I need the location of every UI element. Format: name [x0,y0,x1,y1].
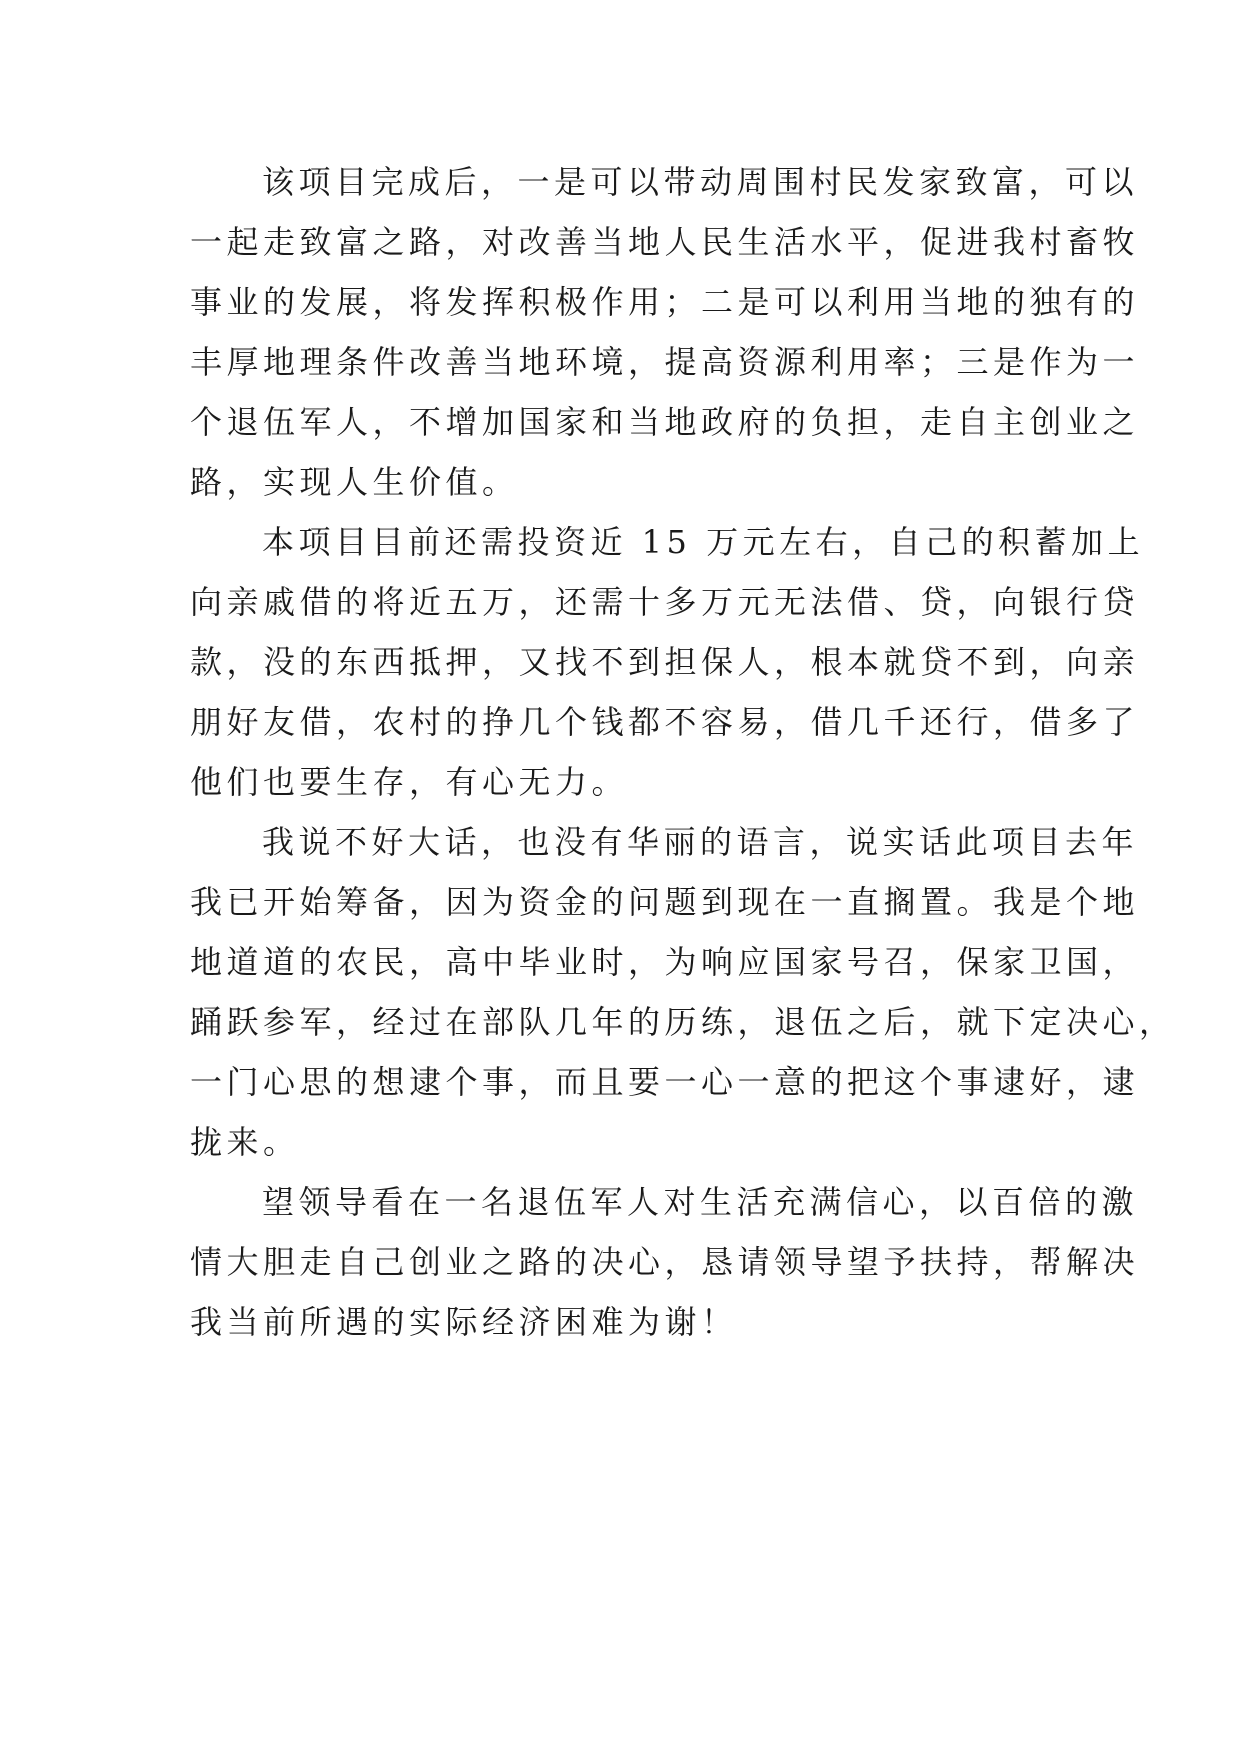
text-line: 地道道的农民，高中毕业时，为响应国家号召，保家卫国， [190,943,1140,981]
text-line: 朋好友借，农村的挣几个钱都不容易，借几千还行，借多了 [190,703,1140,741]
document-body [190,152,1176,1352]
text-line: 望领导看在一名退伍军人对生活充满信心，以百倍的激 [262,1183,1139,1221]
text-line: 一起走致富之路，对改善当地人民生活水平，促进我村畜牧 [190,223,1140,261]
text-line: 款，没的东西抵押，又找不到担保人，根本就贷不到，向亲 [190,643,1140,681]
text-line: 该项目完成后，一是可以带动周围村民发家致富，可以 [262,163,1139,201]
text-line: 踊跃参军，经过在部队几年的历练，退伍之后，就下定决心， [190,1003,1176,1041]
text-line: 我说不好大话，也没有华丽的语言，说实话此项目去年 [262,823,1139,861]
text-line: 我已开始筹备，因为资金的问题到现在一直搁置。我是个地 [190,883,1140,921]
paragraph-funding-needs [190,512,1145,812]
text-line: 路，实现人生价值。 [190,463,519,501]
text-line: 本项目目前还需投资近 15 万元左右，自己的积蓄加上 [262,523,1145,561]
text-line: 一门心思的想逮个事，而且要一心一意的把这个事逮好，逮 [190,1063,1140,1101]
text-line: 情大胆走自己创业之路的决心，恳请领导望予扶持，帮解决 [190,1243,1140,1281]
paragraph-personal-background [190,812,1176,1172]
text-line: 向亲戚借的将近五万，还需十多万元无法借、贷，向银行贷 [190,583,1140,621]
paragraph-request [190,1172,1140,1352]
text-line: 个退伍军人，不增加国家和当地政府的负担，走自主创业之 [190,403,1140,441]
text-line: 拢来。 [190,1123,300,1161]
text-line: 他们也要生存，有心无力。 [190,763,629,801]
paragraph-project-benefits [190,152,1140,512]
text-line: 我当前所遇的实际经济困难为谢！ [190,1303,738,1341]
text-line: 丰厚地理条件改善当地环境，提高资源利用率；三是作为一 [190,343,1140,381]
text-line: 事业的发展，将发挥积极作用；二是可以利用当地的独有的 [190,283,1140,321]
